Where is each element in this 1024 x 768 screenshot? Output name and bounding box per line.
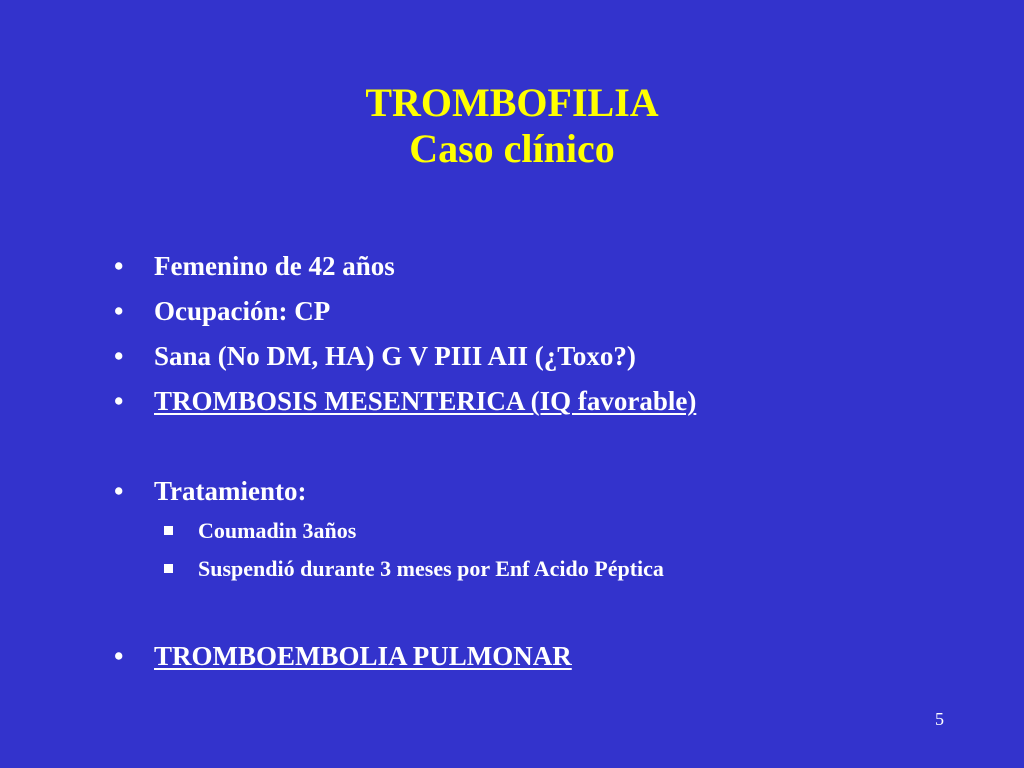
bullet-dot-icon: •: [114, 296, 124, 326]
bullet-text: Femenino de 42 años: [154, 251, 395, 281]
square-bullet-icon: [164, 564, 173, 573]
bullet-text: Sana (No DM, HA) G V PIII AII (¿Toxo?): [154, 341, 636, 371]
bullet-dot-icon: •: [114, 341, 124, 371]
sub-bullet-text: Coumadin 3años: [198, 518, 357, 543]
bullet-dot-icon: •: [114, 386, 124, 416]
page-number: 5: [935, 709, 944, 729]
title-line-1: TROMBOFILIA: [365, 80, 659, 125]
bullet-dot-icon: •: [114, 476, 124, 506]
bullet-dot-icon: •: [114, 641, 124, 671]
bullet-text: Tratamiento:: [154, 476, 307, 506]
bullet-text-underlined: TROMBOSIS MESENTERICA (IQ favorable): [154, 386, 697, 416]
bullet-dot-icon: •: [114, 251, 124, 281]
title-line-2: Caso clínico: [409, 126, 615, 171]
bullet-text: Ocupación: CP: [154, 296, 331, 326]
sub-bullet-text: Suspendió durante 3 meses por Enf Acido Péptica: [198, 556, 664, 581]
square-bullet-icon: [164, 526, 173, 535]
bullet-text-underlined: TROMBOEMBOLIA PULMONAR: [154, 641, 572, 671]
